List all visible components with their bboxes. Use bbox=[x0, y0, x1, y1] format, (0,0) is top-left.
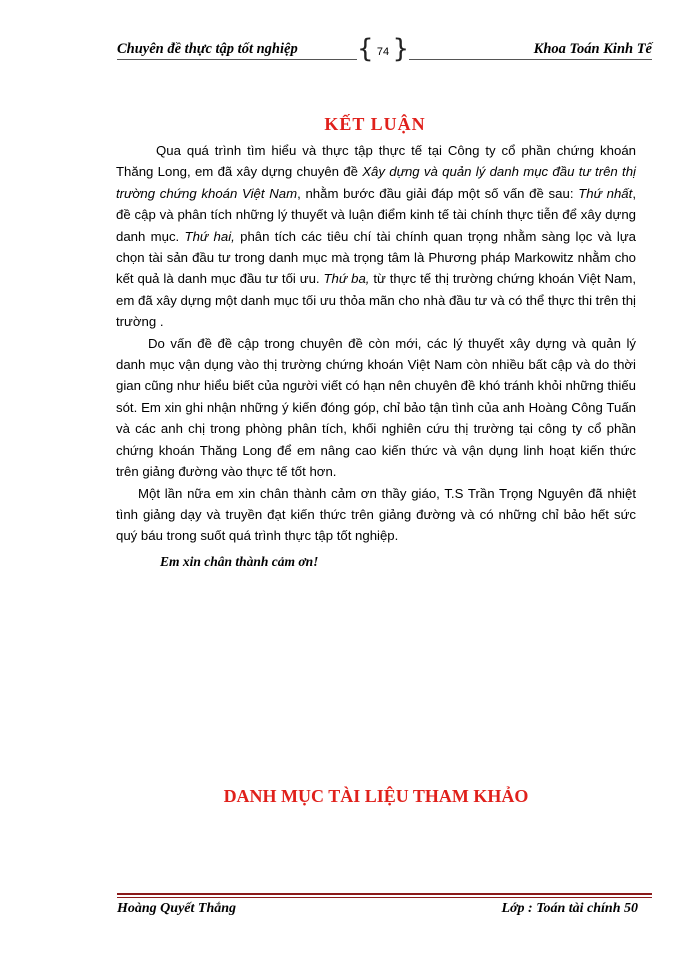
conclusion-paragraph-1 bbox=[116, 140, 636, 333]
footer-rule bbox=[117, 893, 652, 898]
p1-text-g: phân tích các tiêu chí tài chính quan trọng nhằm sàng lọc và lựa chọn tài sản đầu tư trong danh mục mà trọng tâm là Phương pháp Markowitz nhằm cho kết quả là danh mục đầu tư tối ưu. bbox=[116, 228, 636, 287]
footer-rule-thin bbox=[117, 897, 652, 898]
left-brace-icon: { bbox=[357, 34, 374, 64]
p1-third: Thứ ba, bbox=[323, 271, 370, 287]
page-number: 74 bbox=[376, 46, 390, 58]
footer-class: Lớp : Toán tài chính 50 bbox=[501, 901, 638, 916]
page-number-box bbox=[357, 36, 409, 72]
conclusion-title: KẾT LUẬN bbox=[324, 114, 426, 134]
header-course-title: Chuyên đề thực tập tốt nghiệp bbox=[117, 41, 298, 57]
p1-text-i: từ thực tế thị trường chứng khoán Việt Nam, em đã xây dựng một danh mục tối ưu thỏa mãn cho nhà đầu tư và có thể thực thi trên thị trường . bbox=[116, 271, 636, 330]
p1-text-a: Qua quá trình tìm hiểu và thực tập thực tế tại Công ty cổ phần chứng khoán Thăng Long, em đã xây dựng chuyên đề bbox=[116, 143, 636, 180]
references-title: DANH MỤC TÀI LIỆU THAM KHẢO bbox=[223, 786, 529, 806]
footer-rule-thick bbox=[117, 893, 652, 895]
header-faculty: Khoa Toán Kinh Tế bbox=[533, 41, 652, 57]
p1-first: Thứ nhất bbox=[578, 185, 633, 201]
conclusion-paragraph-3: Một lần nữa em xin chân thành cảm ơn thầy giáo, T.S Trần Trọng Nguyên đã nhiệt tình giảng dạy và truyền đạt kiến thức trên giảng đường và có những chỉ bảo hết sức quý báu trong suốt quá trình thực tập tốt nghiệp. bbox=[116, 485, 636, 544]
thanks-line: Em xin chân thành cảm ơn! bbox=[160, 553, 319, 569]
p1-text-c: , nhằm bước đầu giải đáp một số vấn đề sau: bbox=[297, 185, 579, 201]
p1-second: Thứ hai, bbox=[184, 228, 235, 244]
p1-text-e: , đề cập và phân tích những lý thuyết và luận điểm kinh tế tài chính thực tiễn để xây dựng danh mục. bbox=[116, 185, 636, 244]
conclusion-paragraph-2: Do vấn đề đề cập trong chuyên đề còn mới, các lý thuyết xây dựng và quản lý danh mục vận dụng vào thị trường chứng khoán Việt Nam còn nhiều bất cập và do thời gian cũng như hiểu biết của người viết có hạn nên chuyên đề khó tránh khỏi những thiếu sót. Em xin ghi nhận những ý kiến đóng góp, chỉ bảo tận tình của anh Hoàng Công Tuấn và các anh chị trong phòng phân tích, khối nghiên cứu thị trường tại công ty cổ phần chứng khoán Thăng Long để em nâng cao kiến thức và vận dụng linh hoạt kiến thức trên giảng đường vào thực tế tốt hơn. bbox=[116, 335, 636, 480]
page-header bbox=[117, 34, 652, 70]
conclusion-body bbox=[116, 140, 636, 572]
footer-author: Hoàng Quyết Thắng bbox=[117, 901, 237, 916]
right-brace-icon: } bbox=[392, 34, 409, 64]
p1-thesis-title: Xây dựng và quản lý danh mục đầu tư trên thị trường chứng khoán Việt Nam bbox=[116, 164, 636, 201]
